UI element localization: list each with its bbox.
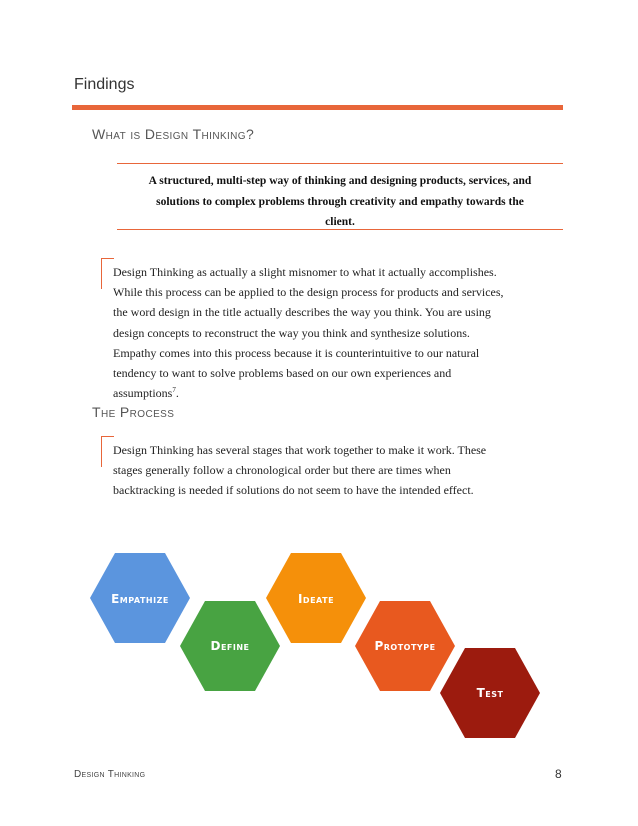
paragraph-line: stages generally follow a chronological order but there are times when bbox=[113, 463, 451, 478]
paragraph-line: the word design in the title actually describes the way you think. You are using bbox=[113, 305, 491, 320]
quote-line: client. bbox=[325, 216, 355, 228]
stage-label: Test bbox=[476, 686, 504, 700]
paragraph-line: tendency to want to solve problems based on our own experiences and bbox=[113, 366, 452, 381]
section-divider bbox=[72, 105, 563, 110]
paragraph-text: assumptions bbox=[113, 386, 173, 401]
paragraph-line: Design Thinking has several stages that work together to make it work. These bbox=[113, 443, 487, 457]
paragraph-line: design concepts to reconstruct the way you think and synthesize solutions. bbox=[113, 325, 470, 340]
stage-label: Ideate bbox=[297, 592, 335, 606]
paragraph-line bbox=[113, 383, 563, 403]
stage-prototype-hexagon bbox=[355, 601, 455, 691]
paragraph-line: Empathy comes into this process because it is counterintuitive to our natural bbox=[113, 345, 480, 360]
quote-line: solutions to complex problems through creativity and empathy towards the bbox=[156, 195, 524, 208]
footer-document-title: Design Thinking bbox=[74, 769, 146, 780]
stage-label: Define bbox=[210, 639, 250, 653]
stage-empathize-hexagon bbox=[90, 553, 190, 643]
quote-line: A structured, multi-step way of thinking and designing products, services, and bbox=[148, 175, 532, 187]
section-title: Findings bbox=[74, 76, 135, 93]
stage-define-hexagon bbox=[180, 601, 280, 691]
page-number: 8 bbox=[555, 767, 562, 781]
design-thinking-paragraph bbox=[113, 262, 563, 403]
stage-label: Prototype bbox=[374, 639, 436, 653]
heading-the-process: The Process bbox=[92, 404, 175, 420]
paragraph-line: backtracking is needed if solutions do not seem to have the intended effect. bbox=[113, 483, 474, 498]
footnote-reference[interactable]: 7 bbox=[172, 386, 176, 395]
paragraph-line: While this process can be applied to the design process for products and services, bbox=[113, 285, 504, 300]
process-paragraph bbox=[113, 440, 563, 501]
paragraph-period: . bbox=[175, 386, 179, 401]
stage-test-hexagon bbox=[440, 648, 540, 738]
paragraph-line: Design Thinking as actually a slight misnomer to what it actually accomplishes. bbox=[113, 265, 497, 279]
definition-pull-quote bbox=[117, 171, 563, 233]
quote-bottom-rule bbox=[117, 229, 563, 230]
stage-ideate-hexagon bbox=[266, 553, 366, 643]
heading-what-is-design-thinking: What is Design Thinking? bbox=[92, 126, 255, 142]
stage-label: Empathize bbox=[111, 592, 169, 606]
quote-top-rule bbox=[117, 163, 563, 164]
design-thinking-stages-diagram bbox=[90, 548, 550, 748]
